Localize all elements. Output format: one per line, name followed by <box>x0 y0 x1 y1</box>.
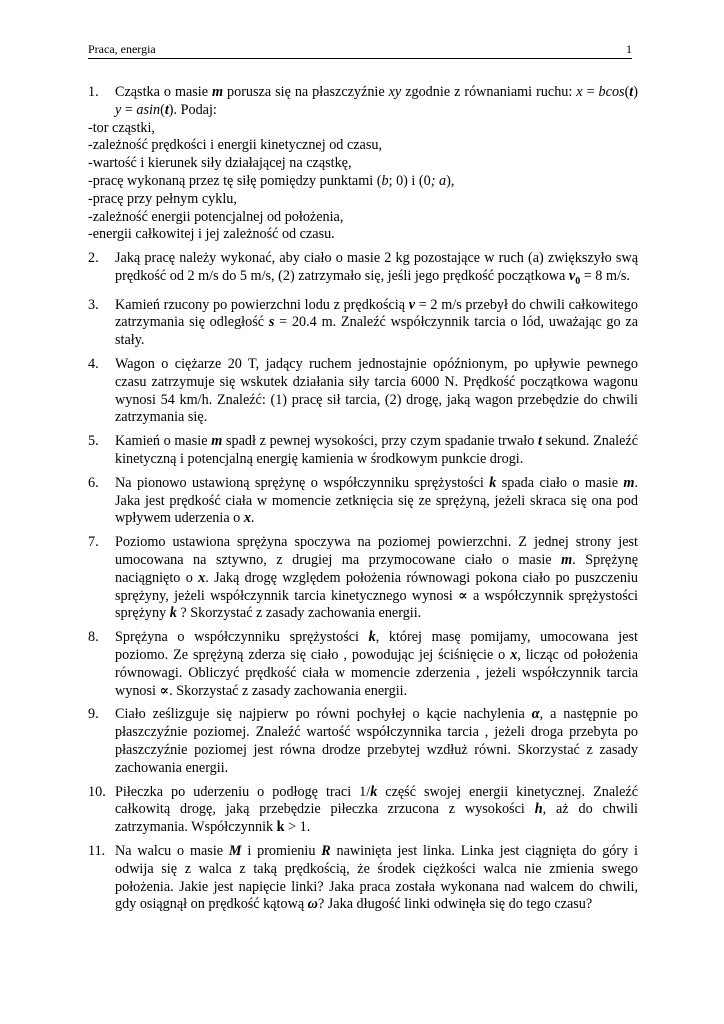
problem-5: 5. Kamień o masie m spadł z pewnej wysokości, przy czym spadanie trwało t sekund. Znaleźć kinetyczną i potencjalną energię kamienia w środkowym punkcie drogi. <box>88 433 638 467</box>
problem-9: 9. Ciało ześlizguje się najpierw po równi pochyłej o kącie nachylenia α, a następnie po płaszczyźnie poziomej. Znaleźć wartość współczynnika tarcia , jeżeli droga przebyta po płaszczyźnie poziomej jest równa drodze przebytej wzdłuż równi. Skorzystać z zasady zachowania energii. <box>88 706 639 776</box>
page-header <box>88 42 632 59</box>
problem-7: 7. Poziomo ustawiona sprężyna spoczywa na poziomej powierzchni. Z jednej strony jest umocowana na sztywno, z drugiej ma przymocowane ciało o masie m. Sprężynę naciągnięto o x. Jaką drogę względem położenia równowagi pokona ciało po puszczeniu sprężyny, jeżeli współczynnik tarcia kinetycznego wynosi ∝ a współczynnik sprężystości sprężyny k ? Skorzystać z zasady zachowania energii. <box>88 534 638 622</box>
problem-2: 2. Jaką pracę należy wykonać, aby ciało o masie 2 kg pozostające w ruch (a) zwiększyło swą prędkość od 2 m/s do 5 m/s, (2) zatrzymało się, jeśli jego prędkość początkowa $v_0 = 8$ m/s. <box>88 250 638 287</box>
subitem: -wartość i kierunek siły działającej na cząstkę, <box>88 155 352 172</box>
subitem: -tor cząstki, <box>88 119 155 136</box>
problem-1: 1. Cząstka o masie m porusza się na płaszczyźnie xy zgodnie z równaniami ruchu: x = bcos(t) y = asin(t). Podaj: <box>88 84 638 118</box>
problem-number: 5. <box>88 433 99 450</box>
subitem: -zależność energii potencjalnej od położenia, <box>88 208 344 225</box>
page-number: 1 <box>626 42 632 56</box>
problem-number: 8. <box>88 629 99 646</box>
problem-number: 9. <box>88 706 99 723</box>
problem-number: 2. <box>88 250 99 267</box>
problem-number: 11. <box>88 842 106 859</box>
problem-3: 3. Kamień rzucony po powierzchni lodu z prędkością v = 2 m/s przebył do chwili całkowitego zatrzymania się odległość s = 20.4 m. Znaleźć współczynnik tarcia o lód, uważając go za stały. <box>88 296 639 349</box>
subitem: -energii całkowitej i jej zależność od czasu. <box>88 226 335 243</box>
subitem: -pracę wykonaną przez tę siłę pomiędzy punktami (b; 0) i (0; a), <box>88 172 455 189</box>
problem-list <box>88 84 638 914</box>
problem-number: 6. <box>88 474 99 491</box>
problem-4: 4. Wagon o ciężarze 20 T, jadący ruchem jednostajnie opóźnionym, po upływie pewnego czasu zatrzymuje się wskutek działania siły tarcia 6000 N. Prędkość początkowa wagonu wynosi 54 km/h. Znaleźć: (1) pracę sił tarcia, (2) drogę, jaką wagon przebędzie do chwili zatrzymania się. <box>88 355 638 426</box>
problem-number: 10. <box>88 783 106 800</box>
problem-number: 3. <box>88 296 99 313</box>
subitem: -zależność prędkości i energii kinetycznej od czasu, <box>88 137 383 154</box>
problem-8: 8. Sprężyna o współczynniku sprężystości k, której masę pomijamy, umocowana jest poziomo. Ze sprężyną zderza się ciało , powodując jej ściśnięcie o x, licząc od położenia równowagi. Obliczyć prędkość ciała w momencie zderzenia , jeżeli współczynnik tarcia wynosi ∝. Skorzystać z zasady zachowania energii. <box>88 629 638 699</box>
subitem: -pracę przy pełnym cyklu, <box>88 190 237 207</box>
problem-6: 6. Na pionowo ustawioną sprężynę o współczynniku sprężystości k spada ciało o masie m. Jaka jest prędkość ciała w momencie zetknięcia się ze sprężyną, jeżeli skraca się ona pod wpływem uderzenia o x. <box>88 474 638 527</box>
problem-11: 11. Na walcu o masie M i promieniu R nawinięta jest linka. Linka jest ciągnięta do góry i odwija się z walca z taką prędkością, że środek ciężkości walca nie zmienia swego położenia. Jakie jest napięcie linki? Jaka praca została wykonana nad walcem do chwili, gdy osiągnął on prędkość kątową ω? Jaka długość linki odwinęła się do tego czasu? <box>88 842 638 913</box>
problem-10: 10. Piłeczka po uderzeniu o podłogę traci 1/k część swojej energii kinetycznej. Znaleźć całkowitą drogę, jaką przebędzie piłeczka zrzucona z wysokości h, aż do chwili zatrzymania. Współczynnik k > 1. <box>88 783 639 836</box>
problem-number: 1. <box>88 84 99 100</box>
problem-number: 7. <box>88 534 99 551</box>
problem-number: 4. <box>88 355 99 372</box>
header-title: Praca, energia <box>88 42 156 56</box>
